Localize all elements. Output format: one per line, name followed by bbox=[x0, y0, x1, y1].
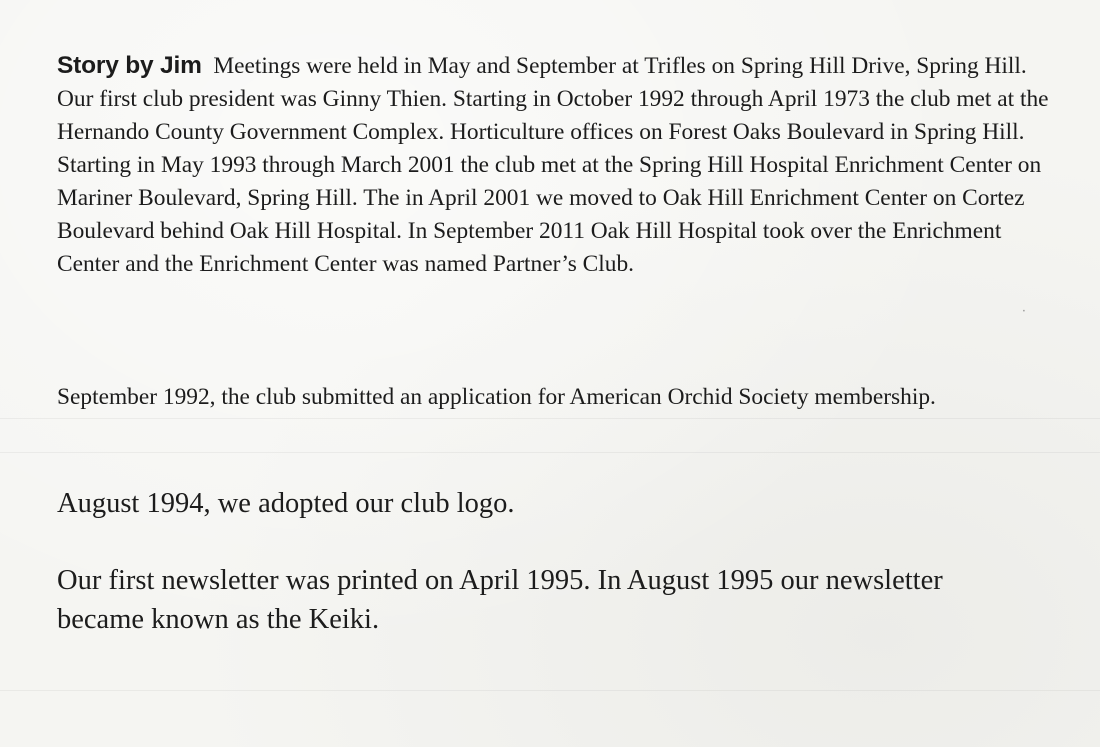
story-paragraph bbox=[57, 49, 1057, 281]
bleed-through-line bbox=[0, 418, 1100, 419]
story-body: Meetings were held in May and September at Trifles on Spring Hill Drive, Spring Hill. Our first club president was Ginny Thien. Starting in October 1992 through April 1973 the club met at the Hernando County Government Complex. Horticulture offices on Forest Oaks Boulevard in Spring Hill. Starting in May 1993 through March 2001 the club met at the Spring Hill Hospital Enrichment Center on Mariner Boulevard, Spring Hill. The in April 2001 we moved to Oak Hill Enrichment Center on Cortez Boulevard behind Oak Hill Hospital. In September 2011 Oak Hill Hospital took over the Enrichment Center and the Enrichment Center was named Partner’s Club. bbox=[57, 53, 1049, 277]
scan-speck-icon: ‧ bbox=[1022, 304, 1026, 318]
aos-paragraph: September 1992, the club submitted an application for American Orchid Society membership. bbox=[57, 384, 936, 410]
logo-paragraph: August 1994, we adopted our club logo. bbox=[57, 488, 515, 519]
bleed-through-line bbox=[0, 452, 1100, 453]
bleed-through-line bbox=[0, 690, 1100, 691]
story-lead: Story by Jim bbox=[57, 52, 202, 79]
newsletter-paragraph: Our first newsletter was printed on April 1995. In August 1995 our newsletter became known as the Keiki. bbox=[57, 565, 943, 635]
